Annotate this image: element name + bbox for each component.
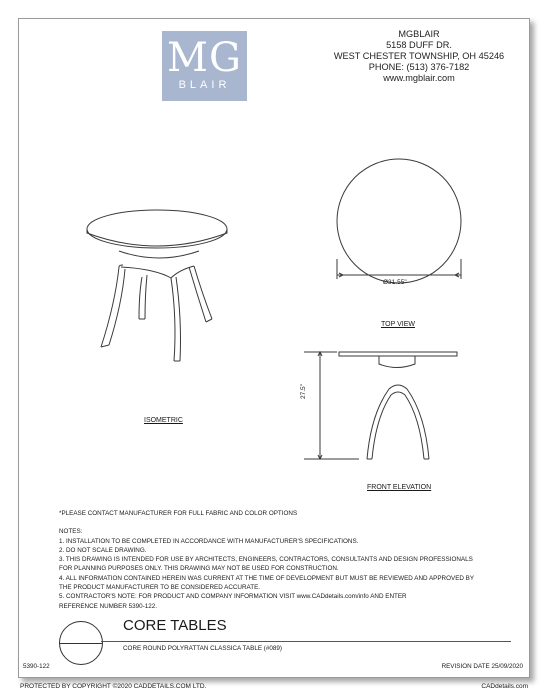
note-line: REFERENCE NUMBER 5390-122. (59, 602, 157, 610)
diameter-dimension: Ø31.55" (383, 279, 407, 286)
note-line: 3. THIS DRAWING IS INTENDED FOR USE BY ARCHITECTS, ENGINEERS, CONTRACTORS, CONSULTANTS AND DESIGN PROFESSIONALS (59, 556, 473, 564)
copyright-text: PROTECTED BY COPYRIGHT ©2020 CADDETAILS.COM LTD. (20, 683, 207, 690)
company-web: www.mgblair.com (383, 73, 455, 83)
front-elevation-drawing (304, 352, 457, 459)
logo-blair-text: BLAIR (178, 79, 231, 91)
notes-section (59, 509, 509, 611)
isometric-label: ISOMETRIC (144, 417, 183, 424)
note-line: 2. DO NOT SCALE DRAWING. (59, 546, 147, 554)
company-name: MGBLAIR (398, 29, 440, 39)
front-elevation-label: FRONT ELEVATION (367, 484, 432, 491)
drawing-sheet (18, 18, 530, 678)
sheet-title: CORE TABLES (123, 617, 227, 634)
height-dimension: 27.5" (300, 384, 307, 399)
notes-heading: NOTES: (59, 528, 83, 536)
note-line: FOR PLANNING PURPOSES ONLY. THIS DRAWING MAY NOT BE USED FOR CONSTRUCTION. (59, 565, 339, 573)
title-divider (101, 641, 511, 642)
caddetails-link[interactable]: CADdetails.com (481, 683, 528, 690)
sheet-subtitle: CORE ROUND POLYRATTAN CLASSICA TABLE (#089) (123, 645, 282, 652)
reference-number: 5390-122 (23, 663, 50, 670)
company-city: WEST CHESTER TOWNSHIP, OH 45246 (333, 51, 505, 61)
note-line: 1. INSTALLATION TO BE COMPLETED IN ACCORDANCE WITH MANUFACTURER'S SPECIFICATIONS. (59, 537, 359, 545)
top-view-label: TOP VIEW (381, 321, 415, 328)
logo-mg-text: MG (167, 35, 242, 81)
top-view-drawing (337, 159, 461, 283)
company-phone: PHONE: (513) 376-7182 (368, 62, 470, 72)
revision-date: REVISION DATE 25/09/2020 (441, 663, 523, 670)
title-circle-symbol (59, 621, 103, 665)
isometric-table-drawing (87, 210, 227, 361)
fabric-note: *PLEASE CONTACT MANUFACTURER FOR FULL FABRIC AND COLOR OPTIONS (59, 510, 298, 517)
note-line: THE PRODUCT MANUFACTURER TO BE CONSIDERED ACCURATE. (59, 584, 261, 592)
note-line: 4. ALL INFORMATION CONTAINED HEREIN WAS CURRENT AT THE TIME OF DEVELOPMENT BUT MUST BE REVIEWED AND APPROVED BY (59, 574, 475, 582)
company-street: 5158 DUFF DR. (386, 40, 452, 50)
note-line: 5. CONTRACTOR'S NOTE: FOR PRODUCT AND COMPANY INFORMATION VISIT www.CADdetails.com/info AND ENTER (59, 593, 407, 601)
